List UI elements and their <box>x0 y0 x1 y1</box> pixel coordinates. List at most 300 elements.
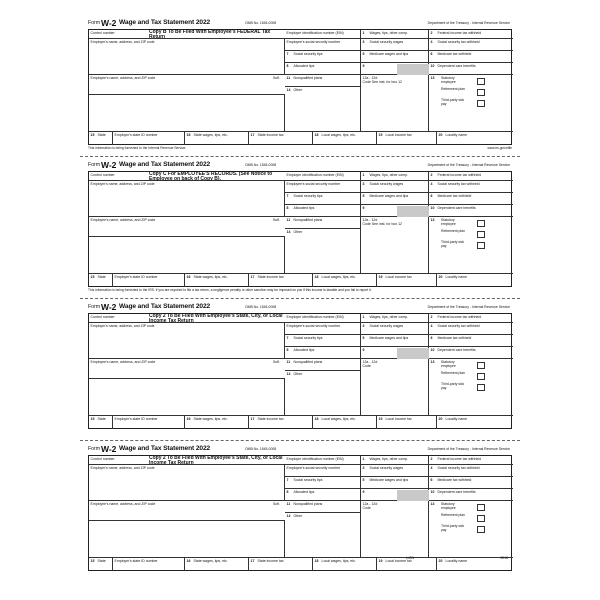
box-18[interactable] <box>313 416 377 429</box>
form-word: Form <box>88 162 101 168</box>
ssn-box[interactable] <box>285 465 361 477</box>
box-8-number: 8 <box>286 489 289 494</box>
box-10-label: Dependent care benefits <box>437 63 476 68</box>
box-4[interactable] <box>429 465 513 477</box>
w2-copy-3 <box>86 302 514 440</box>
box-12-label: 12a - 12d <box>362 217 378 222</box>
box-14[interactable] <box>285 229 361 274</box>
control-number-label: Control number <box>90 30 115 35</box>
box-18-label: Local wages, tips, etc. <box>321 132 356 137</box>
box-1-label: Wages, tips, other comp. <box>369 30 409 35</box>
form-number: W-2 <box>101 18 117 28</box>
box-20-label: Locality name <box>445 416 468 421</box>
third-party-checkbox[interactable] <box>477 526 485 533</box>
box-3-label: Social security wages <box>369 181 404 186</box>
box-18-number: 18 <box>314 132 319 137</box>
box-16-number: 16 <box>186 132 191 137</box>
box-7[interactable] <box>285 193 361 205</box>
box-18[interactable] <box>313 274 377 287</box>
box-1-label: Wages, tips, other comp. <box>369 314 409 319</box>
box-4-number: 4 <box>430 181 433 186</box>
retirement-checkbox[interactable] <box>477 373 485 380</box>
box-7[interactable] <box>285 51 361 63</box>
box-17-label: State income tax <box>257 416 284 421</box>
box-2-number: 2 <box>430 456 433 461</box>
box-13-number: 13 <box>430 217 435 222</box>
box-4-label: Social security tax withheld <box>437 465 480 470</box>
box-16-label: State wages, tips, etc. <box>193 416 228 421</box>
box-9-shade <box>397 348 429 359</box>
box-18-label: Local wages, tips, etc. <box>321 558 356 563</box>
box-8-number: 8 <box>286 63 289 68</box>
box-15-state[interactable] <box>89 132 113 145</box>
box-4-label: Social security tax withheld <box>437 39 480 44</box>
ssn-label: Employee's social security number <box>286 181 341 186</box>
box-15-state-label: State <box>97 132 106 137</box>
box-15-id[interactable] <box>113 274 185 287</box>
box-11[interactable] <box>285 359 361 371</box>
box-7-number: 7 <box>286 477 289 482</box>
third-party-label: Third-party sick pay <box>441 382 465 390</box>
box-20[interactable] <box>437 416 513 429</box>
form-grid <box>88 29 512 145</box>
box-8-number: 8 <box>286 205 289 210</box>
box-16-label: State wages, tips, etc. <box>193 132 228 137</box>
box-10[interactable] <box>429 489 513 501</box>
box-6[interactable] <box>429 193 513 205</box>
box-11[interactable] <box>285 501 361 513</box>
ein-label: Employer identification number (EIN) <box>286 456 344 461</box>
box-8-label: Allocated tips <box>293 489 315 494</box>
box-19[interactable] <box>377 416 437 429</box>
box-2[interactable] <box>429 456 513 465</box>
box-11-number: 11 <box>286 359 291 364</box>
employer-name-box[interactable] <box>89 465 285 501</box>
ein-label: Employer identification number (EIN) <box>286 30 344 35</box>
footer-notice: This information is being furnished to the Internal Revenue Service. <box>88 146 187 150</box>
box-5-label: Medicare wages and tips <box>369 193 409 198</box>
box-1-number: 1 <box>362 456 365 461</box>
suffix-label: Suff. <box>273 359 280 364</box>
box-19[interactable] <box>377 274 437 287</box>
box-8[interactable] <box>285 63 361 75</box>
box-7-label: Social security tips <box>293 51 323 56</box>
box-6-number: 6 <box>430 335 433 340</box>
box-12-code: Code <box>362 363 371 368</box>
box-6-number: 6 <box>430 193 433 198</box>
copy-designation: Copy 2 To Be Filed With Employee's State, City, or Local Income Tax Return <box>149 313 283 325</box>
box-11-number: 11 <box>286 501 291 506</box>
box-1-number: 1 <box>362 30 365 35</box>
box-14[interactable] <box>285 513 361 558</box>
box-6[interactable] <box>429 335 513 347</box>
box-12-label: 12a - 12d <box>362 359 378 364</box>
third-party-label: Third-party sick pay <box>441 240 465 248</box>
sheet-code-left: L40N <box>406 556 415 560</box>
box-16-number: 16 <box>186 274 191 279</box>
box-8-label: Allocated tips <box>293 205 315 210</box>
box-19-number: 19 <box>378 558 383 563</box>
box-20-number: 20 <box>438 558 443 563</box>
box-16[interactable] <box>185 416 249 429</box>
box-5[interactable] <box>361 51 429 63</box>
retirement-label: Retirement plan <box>441 513 465 517</box>
employee-name-label: Employee's name, address, and ZIP code <box>90 359 156 364</box>
box-15-state-label: State <box>97 558 106 563</box>
box-3[interactable] <box>361 323 429 335</box>
box-11-label: Nonqualified plans <box>293 501 323 506</box>
box-16[interactable] <box>185 274 249 287</box>
suffix-label: Suff. <box>273 75 280 80</box>
box-3-number: 3 <box>362 465 365 470</box>
box-4-label: Social security tax withheld <box>437 323 480 328</box>
box-10-label: Dependent care benefits <box>437 489 476 494</box>
box-12-code: Code <box>362 505 371 510</box>
box-18-number: 18 <box>314 558 319 563</box>
w2-copy-4 <box>86 444 514 582</box>
box-10-label: Dependent care benefits <box>437 205 476 210</box>
box-2-label: Federal income tax withheld <box>437 314 482 319</box>
box-17[interactable] <box>249 132 313 145</box>
box-2[interactable] <box>429 30 513 39</box>
box-19-number: 19 <box>378 416 383 421</box>
box-8-number: 8 <box>286 347 289 352</box>
form-title: Wage and Tax Statement 2022 <box>119 161 211 168</box>
ein-box[interactable] <box>285 30 361 39</box>
w2-copy-2 <box>86 160 514 298</box>
box-17-number: 17 <box>250 558 255 563</box>
ssn-box[interactable] <box>285 323 361 335</box>
statutory-checkbox[interactable] <box>477 362 485 369</box>
box-4[interactable] <box>429 323 513 335</box>
box-15-state-number: 15 <box>90 558 95 563</box>
ein-box[interactable] <box>285 172 361 181</box>
box-5[interactable] <box>361 335 429 347</box>
box-14-number: 14 <box>286 513 291 518</box>
box-10[interactable] <box>429 347 513 359</box>
box-11-number: 11 <box>286 217 291 222</box>
perforation-line <box>80 440 520 441</box>
box-7-label: Social security tips <box>293 335 323 340</box>
box-3[interactable] <box>361 181 429 193</box>
suffix-label: Suff. <box>273 217 280 222</box>
box-9-shade <box>397 490 429 501</box>
box-17-label: State income tax <box>257 558 284 563</box>
employee-address-box[interactable] <box>89 237 285 274</box>
box-6-label: Medicare tax withheld <box>437 51 472 56</box>
third-party-checkbox[interactable] <box>477 242 485 249</box>
form-word: Form <box>88 304 101 310</box>
ein-box[interactable] <box>285 456 361 465</box>
box-19-label: Local income tax <box>385 132 412 137</box>
retirement-checkbox[interactable] <box>477 515 485 522</box>
box-12-code: Code See inst. for box 12 <box>362 221 402 226</box>
form-header <box>88 302 512 312</box>
employer-name-label: Employer's name, address, and ZIP code <box>90 181 155 186</box>
box-1[interactable] <box>361 172 429 181</box>
employee-name-label: Employee's name, address, and ZIP code <box>90 217 156 222</box>
box-3[interactable] <box>361 39 429 51</box>
box-3-number: 3 <box>362 181 365 186</box>
form-number: W-2 <box>101 302 117 312</box>
box-16[interactable] <box>185 132 249 145</box>
box-14[interactable] <box>285 87 361 132</box>
box-18[interactable] <box>313 558 377 571</box>
box-5-label: Medicare wages and tips <box>369 51 409 56</box>
box-6-label: Medicare tax withheld <box>437 193 472 198</box>
box-18-label: Local wages, tips, etc. <box>321 416 356 421</box>
box-9-number: 9 <box>362 205 365 210</box>
box-15-state[interactable] <box>89 558 113 571</box>
box-14[interactable] <box>285 371 361 416</box>
ssn-label: Employee's social security number <box>286 323 341 328</box>
statutory-label: Statutory employee <box>441 76 456 84</box>
employer-name-label: Employer's name, address, and ZIP code <box>90 39 155 44</box>
box-12-label: 12a - 12d <box>362 501 378 506</box>
box-19-label: Local income tax <box>385 274 412 279</box>
box-15-id[interactable] <box>113 132 185 145</box>
box-19[interactable] <box>377 132 437 145</box>
retirement-label: Retirement plan <box>441 87 465 91</box>
box-4[interactable] <box>429 39 513 51</box>
box-7[interactable] <box>285 477 361 489</box>
box-12[interactable] <box>361 217 429 274</box>
box-17-label: State income tax <box>257 274 284 279</box>
box-6[interactable] <box>429 51 513 63</box>
w2-sheet <box>86 18 514 582</box>
statutory-checkbox[interactable] <box>477 78 485 85</box>
box-5-label: Medicare wages and tips <box>369 335 409 340</box>
form-grid <box>88 171 512 287</box>
ein-label: Employer identification number (EIN) <box>286 314 344 319</box>
omb-number: OMB No. 1545-0008 <box>245 163 277 167</box>
box-15-id[interactable] <box>113 416 185 429</box>
suffix-label: Suff. <box>273 501 280 506</box>
box-5-number: 5 <box>362 51 365 56</box>
box-15-state-label: State <box>97 416 106 421</box>
box-15-id-label: Employer's state ID number <box>114 558 158 563</box>
box-1-label: Wages, tips, other comp. <box>369 456 409 461</box>
box-10-number: 10 <box>430 347 435 352</box>
box-10[interactable] <box>429 205 513 217</box>
employer-name-box[interactable] <box>89 181 285 217</box>
box-5-number: 5 <box>362 193 365 198</box>
box-15-state[interactable] <box>89 416 113 429</box>
box-12[interactable] <box>361 501 429 558</box>
control-number-label: Control number <box>90 456 115 461</box>
box-16-label: State wages, tips, etc. <box>193 558 228 563</box>
box-1-label: Wages, tips, other comp. <box>369 172 409 177</box>
form-grid <box>88 455 512 571</box>
box-15-state-number: 15 <box>90 416 95 421</box>
form-title: Wage and Tax Statement 2022 <box>119 445 211 452</box>
retirement-checkbox[interactable] <box>477 89 485 96</box>
box-5[interactable] <box>361 193 429 205</box>
box-2[interactable] <box>429 172 513 181</box>
box-15-id-label: Employer's state ID number <box>114 416 158 421</box>
retirement-label: Retirement plan <box>441 371 465 375</box>
box-17-number: 17 <box>250 132 255 137</box>
box-17-number: 17 <box>250 274 255 279</box>
box-1-number: 1 <box>362 172 365 177</box>
copy-designation: Copy B To Be Filed With Employee's FEDERAL Tax Return <box>149 29 271 41</box>
box-6-number: 6 <box>430 51 433 56</box>
box-5-number: 5 <box>362 477 365 482</box>
box-20[interactable] <box>437 132 513 145</box>
box-7[interactable] <box>285 335 361 347</box>
copy-footer <box>88 572 512 577</box>
box-1-number: 1 <box>362 314 365 319</box>
box-2[interactable] <box>429 314 513 323</box>
control-number-label: Control number <box>90 314 115 319</box>
box-16-label: State wages, tips, etc. <box>193 274 228 279</box>
third-party-label: Third-party sick pay <box>441 524 465 532</box>
box-8-label: Allocated tips <box>293 63 315 68</box>
box-2-number: 2 <box>430 172 433 177</box>
box-12[interactable] <box>361 75 429 132</box>
box-9-shade <box>397 64 429 75</box>
box-5[interactable] <box>361 477 429 489</box>
box-20-label: Locality name <box>445 274 468 279</box>
box-15-state[interactable] <box>89 274 113 287</box>
box-20-number: 20 <box>438 132 443 137</box>
box-6[interactable] <box>429 477 513 489</box>
department: Department of the Treasury - Internal Revenue Service <box>427 447 510 451</box>
box-20-label: Locality name <box>445 558 468 563</box>
form-word: Form <box>88 446 101 452</box>
form-header <box>88 444 512 454</box>
box-14-number: 14 <box>286 371 291 376</box>
perforation-line <box>80 156 520 157</box>
department: Department of the Treasury - Internal Revenue Service <box>427 21 510 25</box>
box-5-number: 5 <box>362 335 365 340</box>
box-6-label: Medicare tax withheld <box>437 335 472 340</box>
department: Department of the Treasury - Internal Revenue Service <box>427 305 510 309</box>
footer-link: www.irs.gov/efile <box>487 146 512 150</box>
copy-designation: Copy 2 To Be Filed With Employee's State, City, or Local Income Tax Return <box>149 455 283 467</box>
omb-number: OMB No. 1545-0008 <box>245 447 277 451</box>
box-2-label: Federal income tax withheld <box>437 456 482 461</box>
box-5-label: Medicare wages and tips <box>369 477 409 482</box>
box-15-id-label: Employer's state ID number <box>114 132 158 137</box>
box-11-label: Nonqualified plans <box>293 75 323 80</box>
employer-name-label: Employer's name, address, and ZIP code <box>90 465 155 470</box>
box-1[interactable] <box>361 314 429 323</box>
employer-name-box[interactable] <box>89 39 285 75</box>
box-6-number: 6 <box>430 477 433 482</box>
statutory-checkbox[interactable] <box>477 504 485 511</box>
box-7-number: 7 <box>286 51 289 56</box>
employer-name-box[interactable] <box>89 323 285 359</box>
form-number: W-2 <box>101 160 117 170</box>
box-19-number: 19 <box>378 274 383 279</box>
box-20[interactable] <box>437 274 513 287</box>
box-17-label: State income tax <box>257 132 284 137</box>
box-7-label: Social security tips <box>293 477 323 482</box>
box-2-number: 2 <box>430 314 433 319</box>
box-14-label: Other <box>293 513 303 518</box>
box-15-id[interactable] <box>113 558 185 571</box>
box-13-number: 13 <box>430 501 435 506</box>
statutory-label: Statutory employee <box>441 502 456 510</box>
box-6-label: Medicare tax withheld <box>437 477 472 482</box>
employee-address-box[interactable] <box>89 379 285 416</box>
ssn-label: Employee's social security number <box>286 465 341 470</box>
box-12-code: Code See inst. for box 12 <box>362 79 402 84</box>
box-7-label: Social security tips <box>293 193 323 198</box>
employee-address-box[interactable] <box>89 521 285 558</box>
box-17[interactable] <box>249 416 313 429</box>
box-1[interactable] <box>361 30 429 39</box>
copy-designation: Copy C For EMPLOYEE'S RECORDS. (See Notice to Employee on back of Copy B). <box>149 171 273 183</box>
form-title: Wage and Tax Statement 2022 <box>119 303 211 310</box>
control-number-label: Control number <box>90 172 115 177</box>
box-17[interactable] <box>249 274 313 287</box>
box-14-number: 14 <box>286 87 291 92</box>
third-party-checkbox[interactable] <box>477 384 485 391</box>
box-10[interactable] <box>429 63 513 75</box>
box-8[interactable] <box>285 205 361 217</box>
box-1[interactable] <box>361 456 429 465</box>
box-3-label: Social security wages <box>369 465 404 470</box>
ssn-label: Employee's social security number <box>286 39 341 44</box>
copy-footer <box>88 146 512 151</box>
box-19-number: 19 <box>378 132 383 137</box>
box-4[interactable] <box>429 181 513 193</box>
box-11[interactable] <box>285 75 361 87</box>
footer-notice: This information is being furnished to the IRS. If you are required to file a tax return, a negligence penalty or other sanction may be imposed on you if this income is taxable and you fail to report it. <box>88 288 372 292</box>
box-4-number: 4 <box>430 465 433 470</box>
employer-name-label: Employer's name, address, and ZIP code <box>90 323 155 328</box>
box-16[interactable] <box>185 558 249 571</box>
department: Department of the Treasury - Internal Revenue Service <box>427 163 510 167</box>
box-3-label: Social security wages <box>369 323 404 328</box>
box-4-number: 4 <box>430 39 433 44</box>
ssn-box[interactable] <box>285 181 361 193</box>
box-17[interactable] <box>249 558 313 571</box>
form-title: Wage and Tax Statement 2022 <box>119 19 211 26</box>
box-7-number: 7 <box>286 193 289 198</box>
box-3[interactable] <box>361 465 429 477</box>
third-party-checkbox[interactable] <box>477 100 485 107</box>
box-9-number: 9 <box>362 347 365 352</box>
sheet-code-right: 5216 <box>500 556 508 560</box>
box-7-number: 7 <box>286 335 289 340</box>
box-8-label: Allocated tips <box>293 347 315 352</box>
box-11[interactable] <box>285 217 361 229</box>
box-15-state-number: 15 <box>90 132 95 137</box>
box-10-number: 10 <box>430 205 435 210</box>
box-18[interactable] <box>313 132 377 145</box>
ssn-box[interactable] <box>285 39 361 51</box>
box-12-label: 12a - 12d <box>362 75 378 80</box>
employee-address-box[interactable] <box>89 95 285 132</box>
box-20-number: 20 <box>438 274 443 279</box>
statutory-checkbox[interactable] <box>477 220 485 227</box>
box-8[interactable] <box>285 489 361 501</box>
form-header <box>88 160 512 170</box>
w2-copy-1 <box>86 18 514 156</box>
box-20-label: Locality name <box>445 132 468 137</box>
box-3-label: Social security wages <box>369 39 404 44</box>
box-19-label: Local income tax <box>385 416 412 421</box>
retirement-label: Retirement plan <box>441 229 465 233</box>
box-18-number: 18 <box>314 274 319 279</box>
retirement-checkbox[interactable] <box>477 231 485 238</box>
box-8[interactable] <box>285 347 361 359</box>
box-12[interactable] <box>361 359 429 416</box>
ein-box[interactable] <box>285 314 361 323</box>
